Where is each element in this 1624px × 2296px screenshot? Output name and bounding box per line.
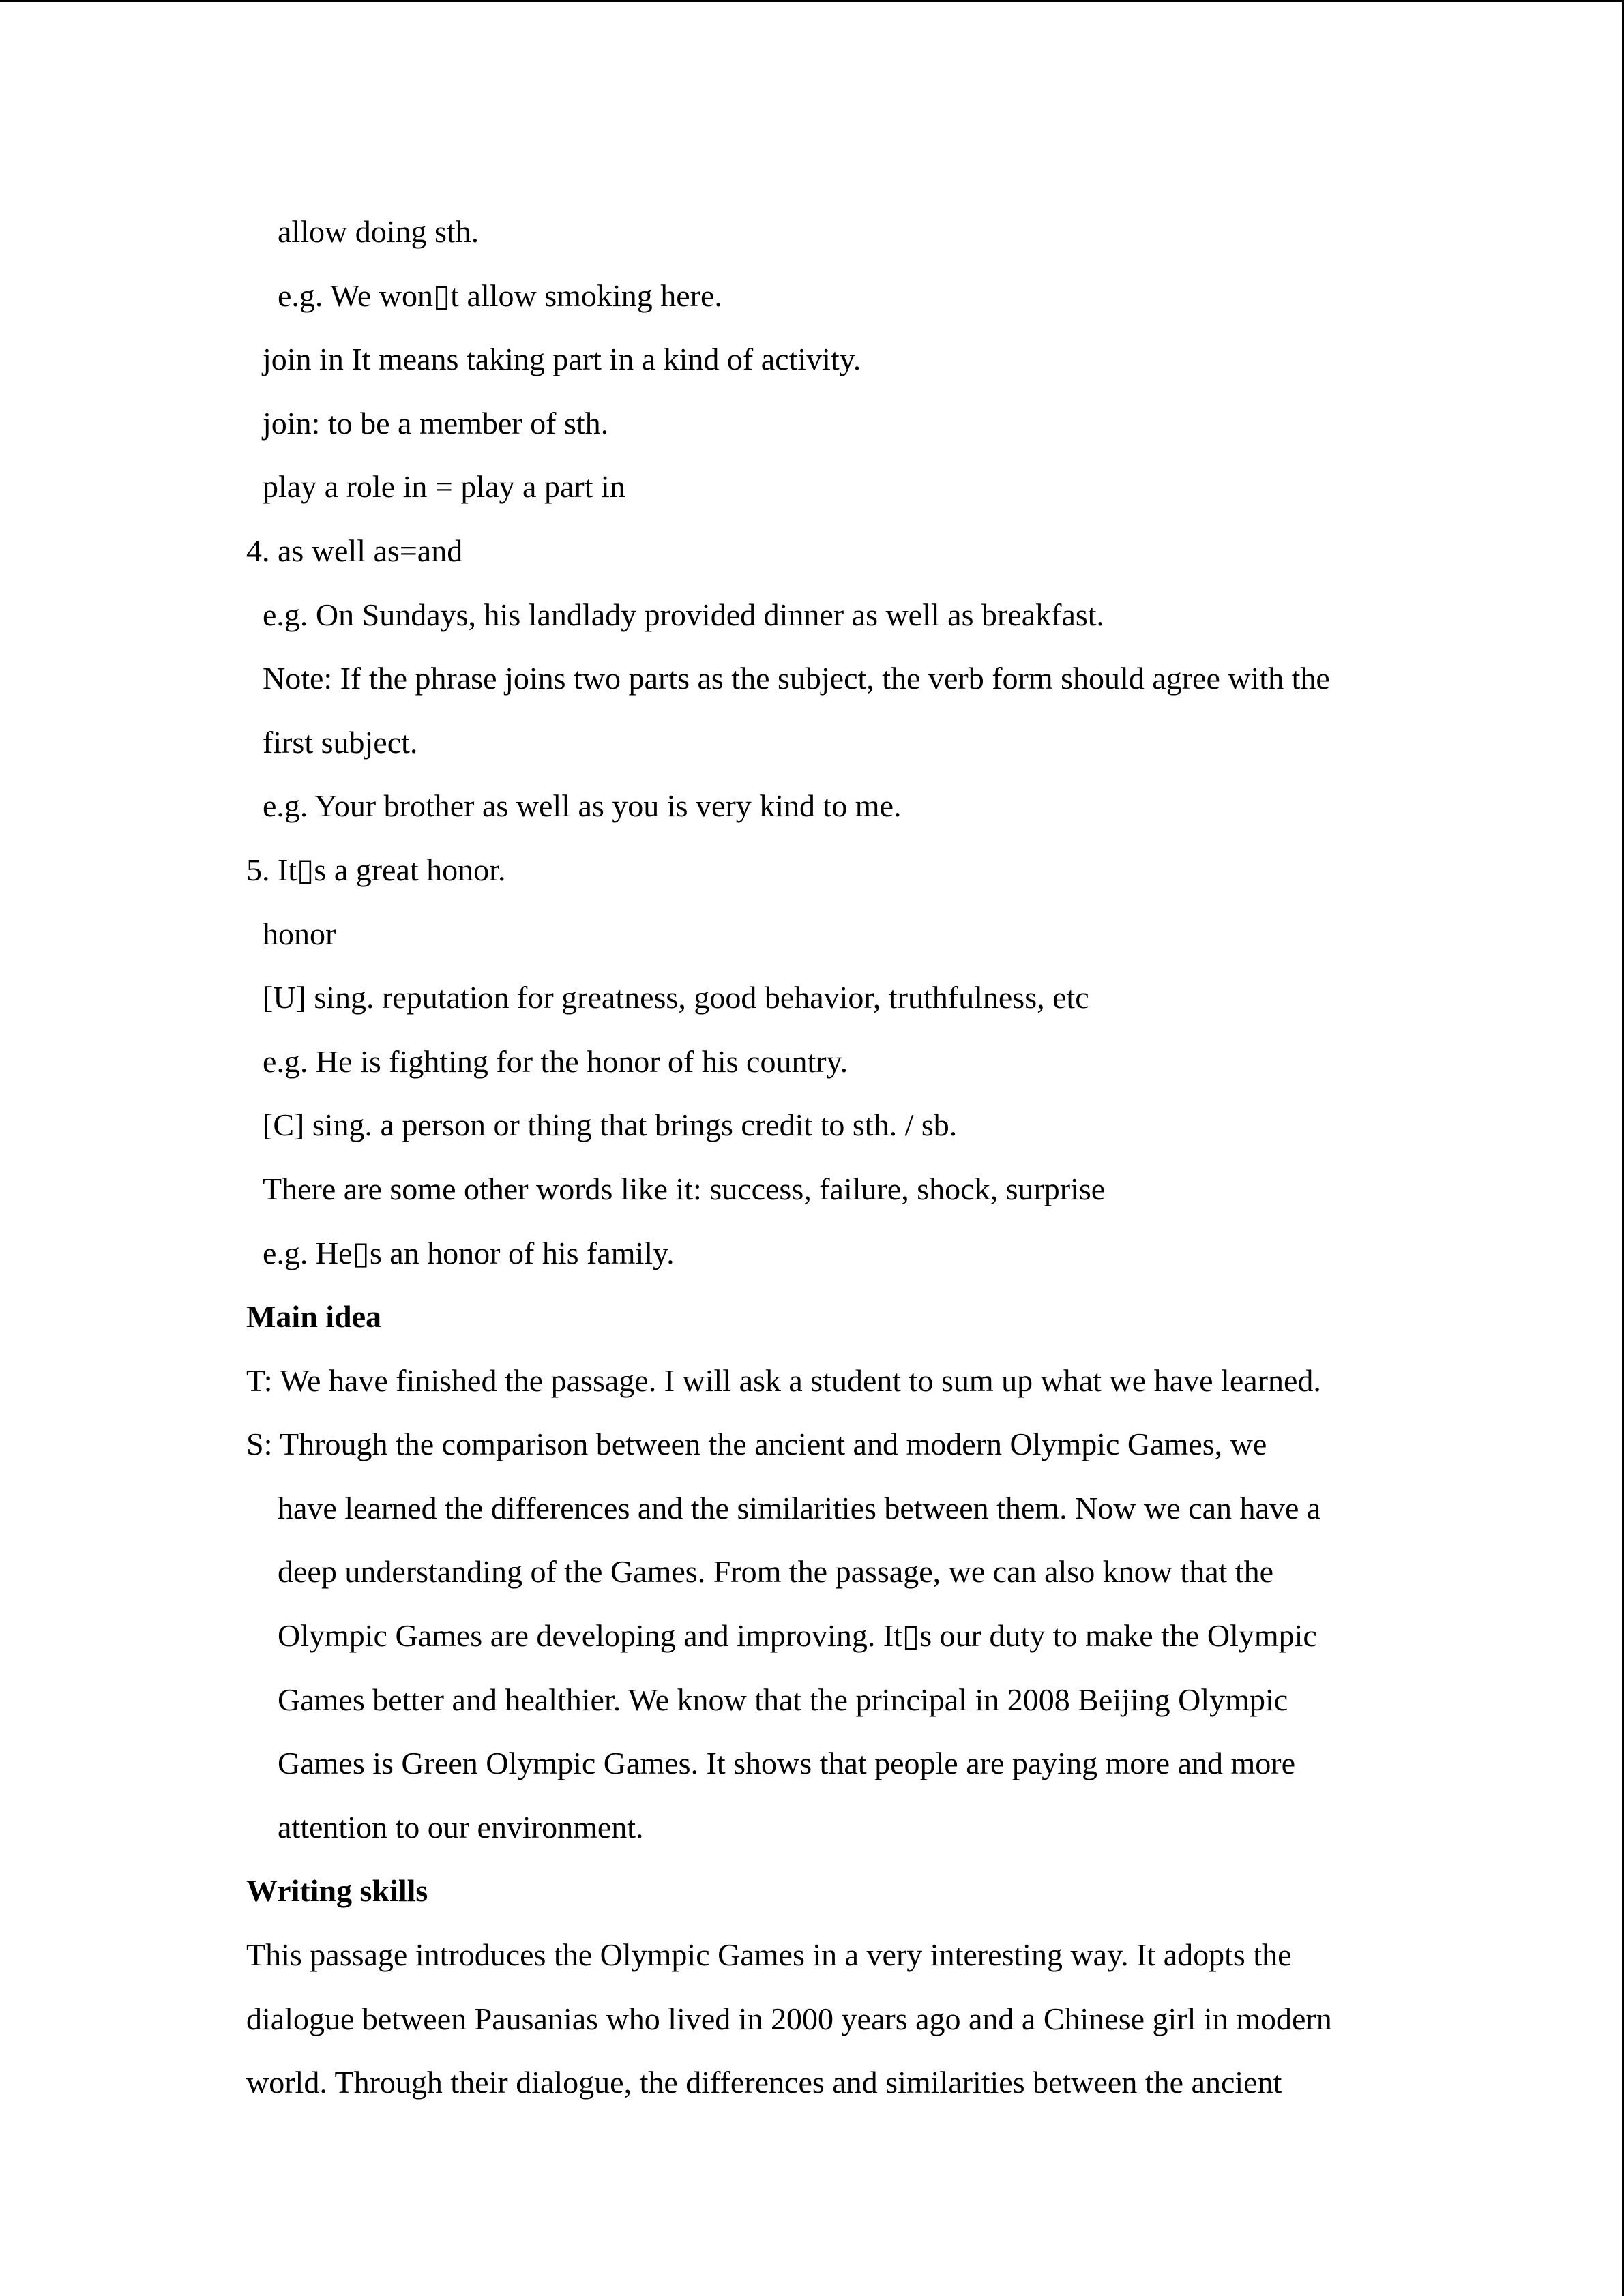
text-line: dialogue between Pausanias who lived in 2000 years ago and a Chinese girl in modern xyxy=(246,2001,1332,2036)
text-line: join: to be a member of sth. xyxy=(263,405,609,441)
text-line: 5. It▯s a great honor. xyxy=(246,852,506,887)
text-line: join in It means taking part in a kind of activity. xyxy=(263,342,861,377)
text-line: T: We have finished the passage. I will ask a student to sum up what we have learned. xyxy=(246,1362,1321,1398)
text-line: [U] sing. reputation for greatness, good behavior, truthfulness, etc xyxy=(263,980,1089,1015)
text-line: play a role in = play a part in xyxy=(263,469,625,505)
text-line: honor xyxy=(263,916,336,951)
text-line: deep understanding of the Games. From the passage, we can also know that the xyxy=(278,1554,1274,1590)
text-line: e.g. On Sundays, his landlady provided dinner as well as breakfast. xyxy=(263,597,1105,632)
section-heading: Main idea xyxy=(246,1299,382,1335)
text-line: attention to our environment. xyxy=(278,1809,644,1845)
text-line: [C] sing. a person or thing that brings credit to sth. / sb. xyxy=(263,1107,958,1143)
text-line: e.g. We won▯t allow smoking here. xyxy=(278,278,722,313)
text-line: Olympic Games are developing and improving. It▯s our duty to make the Olympic xyxy=(278,1618,1317,1654)
text-line: e.g. He▯s an honor of his family. xyxy=(263,1235,675,1270)
text-line: Note: If the phrase joins two parts as the subject, the verb form should agree with the xyxy=(263,661,1330,696)
text-line: e.g. Your brother as well as you is very kind to me. xyxy=(263,788,902,824)
document-body xyxy=(246,200,1406,2115)
text-line: allow doing sth. xyxy=(278,214,479,249)
section-heading: Writing skills xyxy=(246,1873,428,1909)
text-line: S: Through the comparison between the ancient and modern Olympic Games, we xyxy=(246,1427,1267,1462)
text-line: Games is Green Olympic Games. It shows that people are paying more and more xyxy=(278,1746,1296,1781)
text-line: Games better and healthier. We know that the principal in 2008 Beijing Olympic xyxy=(278,1682,1288,1717)
text-line: have learned the differences and the similarities between them. Now we can have a xyxy=(278,1490,1321,1525)
text-line: first subject. xyxy=(263,724,418,760)
text-line: world. Through their dialogue, the differences and similarities between the ancient xyxy=(246,2065,1282,2100)
text-line: e.g. He is fighting for the honor of his country. xyxy=(263,1043,848,1079)
text-line: This passage introduces the Olympic Games in a very interesting way. It adopts the xyxy=(246,1937,1292,1973)
text-line: 4. as well as=and xyxy=(246,533,463,568)
text-line: There are some other words like it: success, failure, shock, surprise xyxy=(263,1171,1106,1206)
